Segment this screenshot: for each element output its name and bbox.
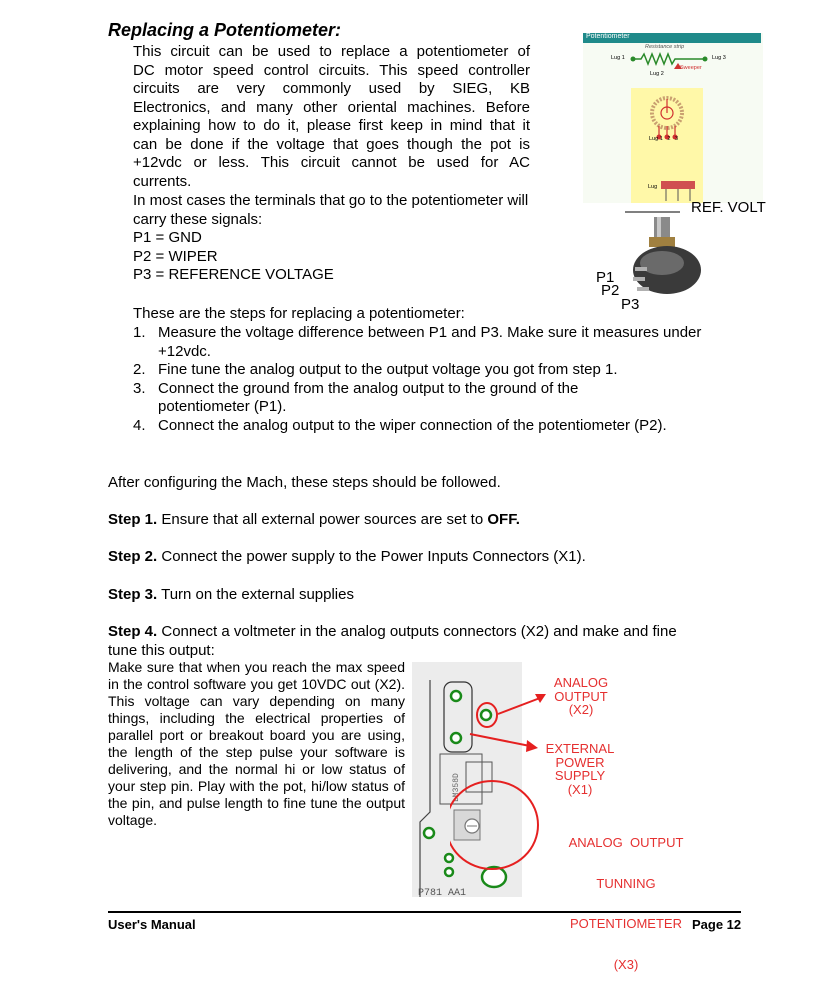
label-line: ANALOG	[553, 675, 609, 690]
terminals-paragraph	[133, 192, 573, 285]
arrow-x1-head	[526, 740, 538, 752]
highlight-x3	[450, 781, 538, 869]
intro-line: explaining how to do it, please first keep in mind that it	[133, 117, 530, 134]
footer-rule	[108, 911, 741, 913]
list-number: 3.	[133, 379, 146, 397]
terminals-line: carry these signals:	[133, 210, 263, 228]
list-item	[133, 380, 648, 417]
list-number: 4.	[133, 416, 146, 434]
list-item	[133, 417, 708, 436]
label-line: EXTERNAL	[545, 741, 615, 756]
step-text: Turn on the external supplies	[157, 586, 354, 603]
step-label: Step 1.	[108, 511, 158, 528]
pot-terminal-2	[633, 277, 645, 281]
diagram-title: Potentiometer	[586, 33, 630, 40]
label-line: TUNNING	[596, 875, 656, 891]
lug-numbers-label: Lug 1 2 3	[649, 136, 679, 142]
list-text: Connect the ground from the analog output to the ground of the potentiometer (P1).	[158, 379, 579, 415]
analog-output-label	[548, 676, 614, 717]
footer-page-number: Page 12	[692, 917, 742, 932]
step-text: Ensure that all external power sources are set to	[157, 511, 488, 528]
lug-3-dot	[703, 57, 708, 62]
step-label: Step 4.	[108, 623, 158, 640]
step-bold-text: OFF.	[487, 511, 520, 528]
intro-line: +12vdc or less. This circuit cannot be used for AC	[133, 154, 530, 171]
pot-shaft	[654, 217, 670, 239]
label-line: POTENTIOMETER	[570, 916, 682, 931]
intro-line: can be done if the voltage that goes though the pot is	[133, 135, 530, 153]
ref-volt-label: REF. VOLT	[691, 199, 766, 216]
steps-intro: These are the steps for replacing a potentiometer:	[133, 305, 465, 322]
arrow-x2-line	[498, 698, 540, 714]
pad-3	[424, 828, 434, 838]
list-item	[133, 324, 723, 361]
list-text: Connect the analog output to the wiper connection of the potentiometer (P2).	[158, 416, 667, 434]
after-config-text: After configuring the Mach, these steps should be followed.	[108, 474, 501, 491]
lug-body	[661, 181, 695, 189]
list-text: Fine tune the analog output to the output voltage you got from step 1.	[158, 361, 618, 378]
label-line: SUPPLY	[554, 768, 606, 783]
pot-terminal-3	[637, 287, 649, 291]
terminal-p2: P2 = WIPER	[133, 247, 218, 265]
replace-steps-list	[133, 324, 723, 435]
label-line: (X1)	[567, 781, 593, 797]
step-text: Connect the power supply to the Power Inputs Connectors (X1).	[157, 548, 586, 565]
pot-p1-label: P1	[596, 269, 615, 286]
pot-shaft-highlight	[657, 217, 661, 239]
label-line: ANALOG OUTPUT	[568, 835, 684, 850]
label-line: (X3)	[613, 956, 639, 972]
list-number: 2.	[133, 361, 146, 378]
intro-paragraph	[133, 43, 530, 191]
intro-line: circuits are very commonly used by SIEG, KB	[133, 80, 530, 97]
sweeper-label: Sweeper	[680, 65, 702, 71]
lug-1-label: Lug 1	[611, 55, 625, 61]
terminal-p3: P3 = REFERENCE VOLTAGE	[133, 266, 334, 283]
highlight-x2	[477, 703, 497, 727]
external-power-label	[538, 742, 622, 796]
step-label: Step 2.	[108, 548, 158, 565]
lug-3-label: Lug 3	[712, 55, 726, 61]
step-2	[108, 548, 586, 567]
label-line: OUTPUT	[554, 688, 608, 704]
potentiometer-schematic	[583, 33, 763, 203]
list-number: 1.	[133, 324, 146, 341]
pot-terminal-1	[635, 267, 647, 271]
lug-2-label: Lug 2	[650, 71, 664, 77]
step-label: Step 3.	[108, 586, 158, 603]
potentiometer-diagram	[583, 33, 763, 203]
step-3	[108, 586, 354, 605]
step-text: Connect a voltmeter in the analog outputs connectors (X2) and make and fine tune this output:	[108, 623, 677, 659]
label-line: POWER	[555, 754, 605, 770]
label-line: (X2)	[568, 702, 594, 717]
silk-bottom-text: P781 AA1	[418, 888, 467, 897]
tuning-pot-label	[554, 809, 698, 985]
step-4-detail: Make sure that when you reach the max speed in the control software you get 10VDC out (X2). This voltage can vary depending on many things, including the electrical properties of parallel port or breakout board you are using, the length of the step pulse your software is delivering, and the normal hi or low status of your step pin. Play with the pot, hi/low status of the pin, and pulse length to fine tune the output voltage.	[108, 659, 405, 828]
step-1	[108, 511, 520, 530]
potentiometer-photo	[627, 215, 717, 305]
footer-left: User's Manual	[108, 917, 196, 932]
list-item	[133, 361, 723, 380]
intro-line: DC motor speed control circuits. This speed controller	[133, 61, 530, 79]
pot-p2-label: P2	[601, 282, 620, 299]
intro-line: This circuit can be used to replace a potentiometer of	[133, 43, 530, 60]
arrow-x1-line	[470, 734, 530, 746]
resistance-strip-label: Resistance strip	[645, 44, 685, 50]
lug-1-dot	[631, 57, 636, 62]
page-heading: Replacing a Potentiometer:	[108, 20, 342, 40]
pot-body-highlight	[640, 251, 684, 275]
list-text: Measure the voltage difference between P1 and P3. Make sure it measures under +12vdc.	[158, 324, 702, 360]
intro-line: currents.	[133, 172, 192, 190]
terminal-p1: P1 = GND	[133, 229, 202, 246]
pot-p3-label: P3	[621, 296, 640, 313]
intro-line: Electronics, and many other oriental machines. Before	[133, 98, 530, 116]
lug-bottom-label: Lug	[648, 184, 658, 190]
silk-chip-text: LM358D	[452, 773, 461, 802]
resistor-zigzag	[635, 54, 703, 64]
pot-nut	[649, 237, 675, 247]
step-4	[108, 623, 708, 660]
terminals-line: In most cases the terminals that go to the potentiometer will	[133, 192, 529, 209]
